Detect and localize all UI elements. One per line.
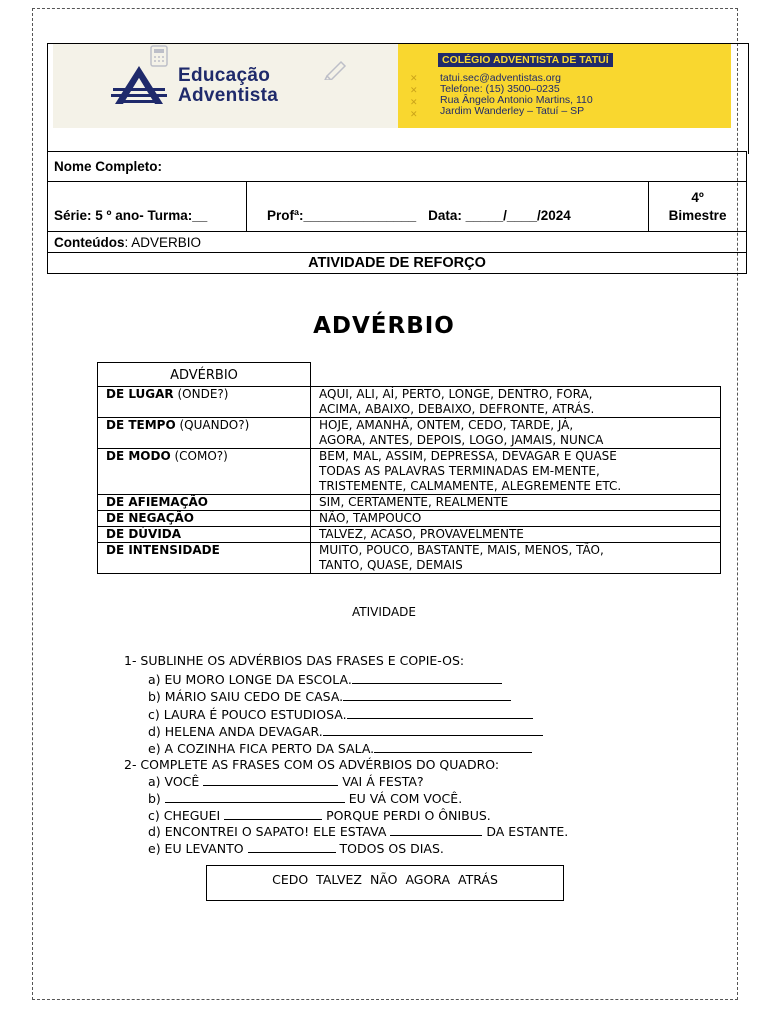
adverb-category-name: DE MODO [106, 449, 171, 463]
adverb-examples-line: HOJE, AMANHÃ, ONTEM, CEDO, TARDE, JÁ, [319, 418, 574, 432]
adverb-category [98, 527, 311, 543]
q1-item-a [148, 671, 502, 687]
adverb-table [97, 362, 721, 574]
adverb-category [98, 387, 311, 418]
address-line1: Rua Ângelo Antonio Martins, 110 [440, 94, 593, 106]
answer-line[interactable] [352, 671, 502, 684]
brand-line1: Educação [178, 65, 271, 86]
word-bank-box: CEDO TALVEZ NÃO AGORA ATRÁS [206, 865, 564, 901]
activity-title: ATIVIDADE [352, 605, 416, 619]
address-line2: Jardim Wanderley – Tatuí – SP [440, 105, 585, 117]
adverb-row [98, 449, 721, 495]
adverb-examples-line: TANTO, QUASE, DEMAIS [319, 558, 463, 572]
adverb-category [98, 511, 311, 527]
adverb-examples [311, 449, 721, 495]
brand-line2: Adventista [178, 85, 279, 106]
q2-item-a-pre: a) VOCÊ [148, 774, 204, 789]
adverb-examples-line: TALVEZ, ACASO, PROVAVELMENTE [319, 527, 524, 541]
q2-item-e [148, 840, 444, 856]
adverb-examples-line: TRISTEMENTE, CALMAMENTE, ALEGREMENTE ETC. [319, 479, 622, 493]
q2-item-b-pre: b) [148, 791, 165, 806]
student-info-table [47, 151, 747, 274]
bimestre-label: Bimestre [668, 208, 727, 223]
q1-item-b [148, 688, 511, 704]
answer-line[interactable] [347, 706, 533, 719]
q1-item-d [148, 723, 543, 739]
contact-block [440, 73, 593, 117]
q1-item-c-text: c) LAURA É POUCO ESTUDIOSA. [148, 707, 347, 722]
school-name: COLÉGIO ADVENTISTA DE TATUÍ [438, 53, 613, 67]
adverb-examples-line: TODAS AS PALAVRAS TERMINADAS EM-MENTE, [319, 464, 600, 478]
adverb-examples [311, 543, 721, 574]
answer-line[interactable] [374, 740, 532, 753]
adverb-category-name: DE INTENSIDADE [106, 543, 220, 557]
q1-item-b-text: b) MÁRIO SAIU CEDO DE CASA. [148, 689, 344, 704]
adverb-examples-line: MUITO, POUCO, BASTANTE, MAIS, MENOS, TÃO, [319, 543, 604, 557]
decorative-x-icon: ✕ ✕ ✕ ✕ [410, 73, 418, 119]
q2-item-d-pre: d) ENCONTREI O SAPATO! ELE ESTAVA [148, 824, 391, 839]
adverb-row [98, 527, 721, 543]
prof-field[interactable]: Profª:_______________ [247, 182, 423, 232]
adverb-category-question: (ONDE?) [173, 387, 229, 401]
adverb-examples [311, 527, 721, 543]
adverb-examples-line: AGORA, ANTES, DEPOIS, LOGO, JAMAIS, NUNCA [319, 433, 604, 447]
adverb-category-name: DE TEMPO [106, 418, 176, 432]
page-title: ADVÉRBIO [313, 313, 455, 339]
adverb-row [98, 495, 721, 511]
adverb-category [98, 495, 311, 511]
adverb-row [98, 511, 721, 527]
answer-line[interactable] [323, 723, 543, 736]
educacao-adventista-logo-icon [111, 66, 167, 106]
adverb-examples-line: NÃO, TAMPOUCO [319, 511, 422, 525]
name-field[interactable]: Nome Completo: [48, 152, 747, 182]
q2-item-a [148, 773, 424, 789]
answer-line[interactable] [390, 823, 482, 836]
q2-item-c [148, 807, 491, 823]
adverb-examples-line: BEM, MAL, ASSIM, DEPRESSA, DEVAGAR E QUASE [319, 449, 617, 463]
q2-item-d-post: DA ESTANTE. [482, 824, 569, 839]
calculator-icon [145, 45, 173, 67]
q2-item-a-post: VAI Á FESTA? [338, 774, 424, 789]
email: tatui.sec@adventistas.org [440, 72, 561, 84]
conteudos-row [48, 232, 747, 253]
adverb-examples [311, 495, 721, 511]
q1-item-a-text: a) EU MORO LONGE DA ESCOLA. [148, 672, 352, 687]
answer-line[interactable] [343, 688, 511, 701]
pencil-icon [323, 58, 349, 80]
answer-line[interactable] [224, 807, 322, 820]
q2-item-c-pre: c) CHEGUEI [148, 808, 225, 823]
q2-item-c-post: PORQUE PERDI O ÔNIBUS. [322, 808, 491, 823]
adverb-category-name: DE DÚVIDA [106, 527, 182, 541]
question-1: 1- SUBLINHE OS ADVÉRBIOS DAS FRASES E COPIE-OS: [124, 653, 465, 668]
adverb-table-blank [311, 363, 721, 387]
adverb-table-header: ADVÉRBIO [98, 363, 311, 387]
phone: Telefone: (15) 3500–0235 [440, 83, 560, 95]
adverb-examples-line: ACIMA, ABAIXO, DEBAIXO, DEFRONTE, ATRÁS. [319, 402, 595, 416]
conteudos-label: Conteúdos [54, 234, 125, 250]
q1-item-e [148, 740, 532, 756]
adverb-category-question: (COMO?) [170, 449, 228, 463]
bimestre-number: 4º [691, 190, 704, 205]
conteudos-value: : ADVERBIO [124, 234, 202, 250]
question-2: 2- COMPLETE AS FRASES COM OS ADVÉRBIOS DO QUADRO: [124, 757, 500, 772]
adverb-row [98, 418, 721, 449]
bimestre-cell [649, 182, 747, 232]
adverb-category-name: DE AFIEMAÇÃO [106, 495, 209, 509]
q2-item-b-post: EU VÁ COM VOCÊ. [344, 791, 463, 806]
activity-type-title: ATIVIDADE DE REFORÇO [48, 253, 747, 274]
date-field[interactable]: Data: _____/____/2024 [422, 182, 649, 232]
serie-field[interactable]: Série: 5 º ano- Turma:__ [48, 182, 247, 232]
adverb-category-name: DE NEGAÇÃO [106, 511, 195, 525]
answer-line[interactable] [203, 773, 338, 786]
adverb-category-name: DE LUGAR [106, 387, 174, 401]
adverb-examples-line: SIM, CERTAMENTE, REALMENTE [319, 495, 509, 509]
adverb-category [98, 418, 311, 449]
q1-item-d-text: d) HELENA ANDA DEVAGAR. [148, 724, 323, 739]
adverb-category [98, 449, 311, 495]
q2-item-b [148, 790, 462, 806]
q2-item-e-post: TODOS OS DIAS. [335, 841, 444, 856]
q2-item-e-pre: e) EU LEVANTO [148, 841, 248, 856]
q1-item-e-text: e) A COZINHA FICA PERTO DA SALA. [148, 741, 375, 756]
answer-line[interactable] [248, 840, 336, 853]
adverb-examples [311, 418, 721, 449]
adverb-category-question: (QUANDO?) [175, 418, 250, 432]
adverb-row [98, 387, 721, 418]
answer-line[interactable] [165, 790, 345, 803]
adverb-examples [311, 511, 721, 527]
q1-item-c [148, 706, 533, 722]
adverb-category [98, 543, 311, 574]
adverb-examples-line: AQUI, ALI, AÍ, PERTO, LONGE, DENTRO, FORA, [319, 387, 593, 401]
adverb-row [98, 543, 721, 574]
adverb-examples [311, 387, 721, 418]
q2-item-d [148, 823, 568, 839]
